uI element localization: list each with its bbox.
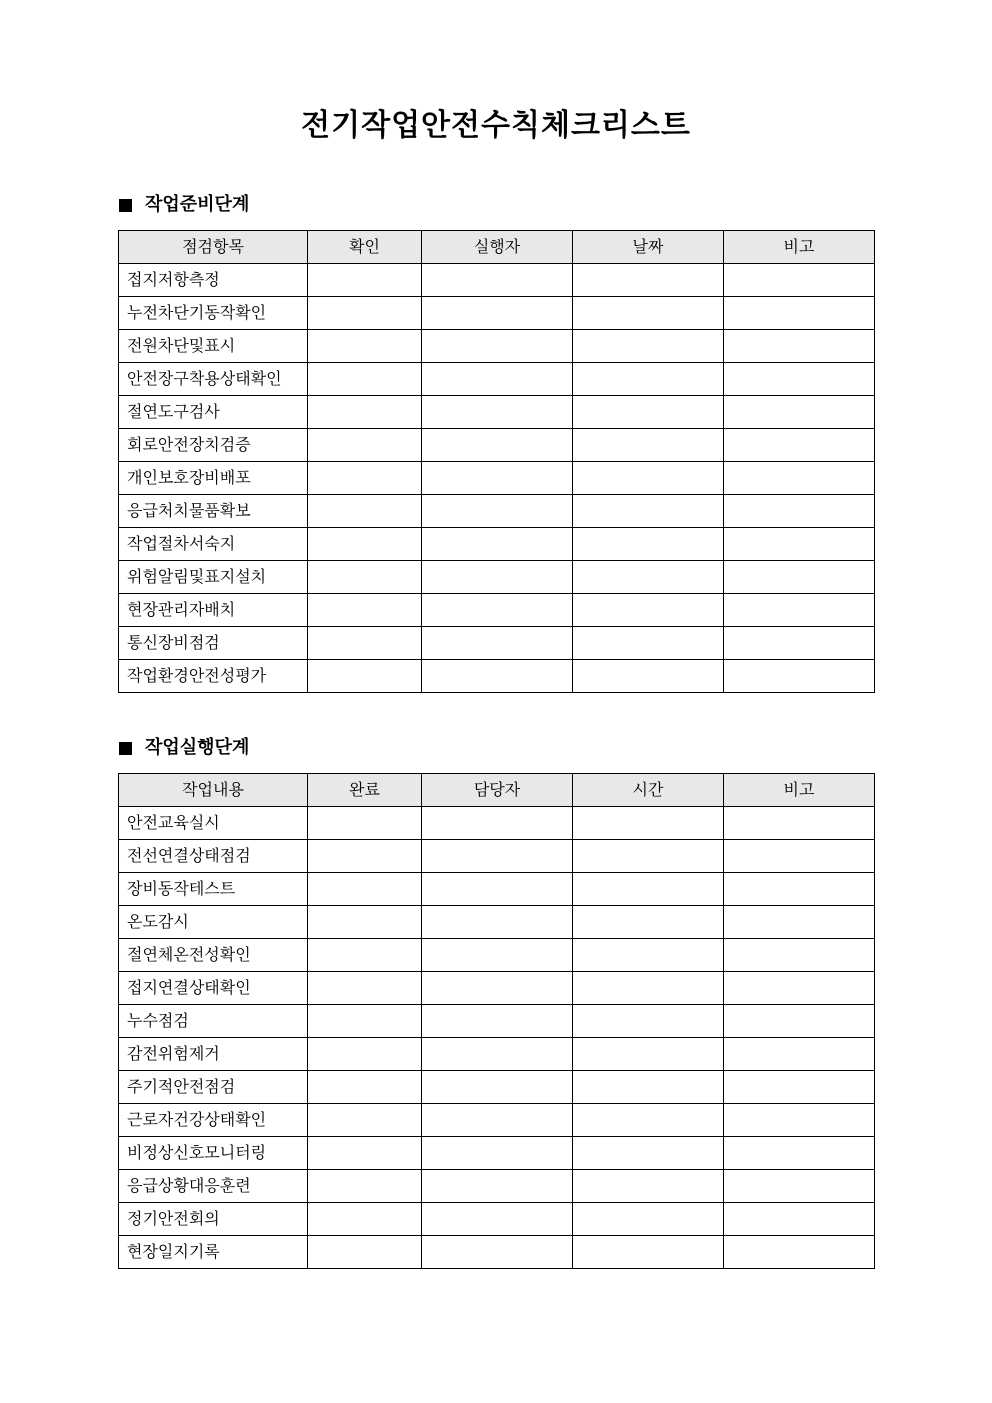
remarks-cell[interactable] [724,972,875,1005]
table-row [119,1170,875,1203]
item-label: 근로자건강상태확인 [119,1104,308,1137]
executor-cell[interactable] [422,462,573,495]
executor-cell[interactable] [422,594,573,627]
confirm-cell[interactable] [308,660,422,693]
assignee-cell[interactable] [422,906,573,939]
remarks-cell[interactable] [724,660,875,693]
remarks-cell[interactable] [724,1170,875,1203]
document-title: 전기작업안전수칙체크리스트 [301,108,691,143]
table-row [119,297,875,330]
remarks-cell[interactable] [724,264,875,297]
remarks-cell[interactable] [724,594,875,627]
executor-cell[interactable] [422,429,573,462]
confirm-cell[interactable] [308,297,422,330]
table-row [119,1104,875,1137]
column-header-date: 날짜 [573,231,724,264]
executor-cell[interactable] [422,396,573,429]
remarks-cell[interactable] [724,939,875,972]
item-label: 통신장비점검 [119,627,308,660]
item-label: 작업환경안전성평가 [119,660,308,693]
table-row [119,429,875,462]
date-cell[interactable] [573,561,724,594]
assignee-cell[interactable] [422,1137,573,1170]
table-row [119,1236,875,1269]
time-cell[interactable] [573,906,724,939]
complete-cell[interactable] [308,840,422,873]
time-cell[interactable] [573,1137,724,1170]
date-cell[interactable] [573,264,724,297]
complete-cell[interactable] [308,1104,422,1137]
date-cell[interactable] [573,330,724,363]
confirm-cell[interactable] [308,330,422,363]
complete-cell[interactable] [308,1137,422,1170]
remarks-cell[interactable] [724,363,875,396]
complete-cell[interactable] [308,1005,422,1038]
date-cell[interactable] [573,627,724,660]
executor-cell[interactable] [422,297,573,330]
remarks-cell[interactable] [724,1137,875,1170]
table-row [119,495,875,528]
remarks-cell[interactable] [724,1104,875,1137]
table-row [119,939,875,972]
remarks-cell[interactable] [724,1203,875,1236]
assignee-cell[interactable] [422,972,573,1005]
table-row [119,660,875,693]
item-label: 온도감시 [119,906,308,939]
time-cell[interactable] [573,1038,724,1071]
item-label: 접지저항측정 [119,264,308,297]
column-header-assignee: 담당자 [422,774,573,807]
confirm-cell[interactable] [308,594,422,627]
table-row [119,840,875,873]
column-header-item: 점검항목 [119,231,308,264]
remarks-cell[interactable] [724,330,875,363]
assignee-cell[interactable] [422,1170,573,1203]
item-label: 응급상황대응훈련 [119,1170,308,1203]
assignee-cell[interactable] [422,840,573,873]
complete-cell[interactable] [308,972,422,1005]
item-label: 장비동작테스트 [119,873,308,906]
table-row [119,627,875,660]
table-row [119,1071,875,1104]
confirm-cell[interactable] [308,264,422,297]
executor-cell[interactable] [422,627,573,660]
complete-cell[interactable] [308,873,422,906]
table-row [119,561,875,594]
item-label: 접지연결상태확인 [119,972,308,1005]
remarks-cell[interactable] [724,462,875,495]
assignee-cell[interactable] [422,873,573,906]
remarks-cell[interactable] [724,495,875,528]
table-header-row [119,774,875,807]
remarks-cell[interactable] [724,1236,875,1269]
item-label: 누수점검 [119,1005,308,1038]
executor-cell[interactable] [422,330,573,363]
assignee-cell[interactable] [422,807,573,840]
complete-cell[interactable] [308,1071,422,1104]
table-row [119,873,875,906]
executor-cell[interactable] [422,528,573,561]
confirm-cell[interactable] [308,462,422,495]
table-row [119,330,875,363]
remarks-cell[interactable] [724,627,875,660]
remarks-cell[interactable] [724,807,875,840]
item-label: 안전장구착용상태확인 [119,363,308,396]
column-header-confirm: 확인 [308,231,422,264]
executor-cell[interactable] [422,264,573,297]
table-row [119,972,875,1005]
complete-cell[interactable] [308,1038,422,1071]
assignee-cell[interactable] [422,1236,573,1269]
table-row [119,1137,875,1170]
column-header-time: 시간 [573,774,724,807]
section-heading-preparation [119,192,249,218]
time-cell[interactable] [573,1170,724,1203]
item-label: 절연체온전성확인 [119,939,308,972]
table-row [119,906,875,939]
executor-cell[interactable] [422,363,573,396]
item-label: 전선연결상태점검 [119,840,308,873]
remarks-cell[interactable] [724,873,875,906]
assignee-cell[interactable] [422,939,573,972]
date-cell[interactable] [573,462,724,495]
item-label: 감전위험제거 [119,1038,308,1071]
complete-cell[interactable] [308,1170,422,1203]
remarks-cell[interactable] [724,297,875,330]
table-row [119,807,875,840]
item-label: 전원차단및표시 [119,330,308,363]
square-bullet-icon [119,199,132,212]
time-cell[interactable] [573,1203,724,1236]
item-label: 누전차단기동작확인 [119,297,308,330]
item-label: 안전교육실시 [119,807,308,840]
complete-cell[interactable] [308,1236,422,1269]
square-bullet-icon [119,742,132,755]
executor-cell[interactable] [422,495,573,528]
executor-cell[interactable] [422,561,573,594]
assignee-cell[interactable] [422,1038,573,1071]
column-header-task: 작업내용 [119,774,308,807]
assignee-cell[interactable] [422,1203,573,1236]
item-label: 주기적안전점검 [119,1071,308,1104]
item-label: 회로안전장치검증 [119,429,308,462]
item-label: 현장관리자배치 [119,594,308,627]
time-cell[interactable] [573,1104,724,1137]
complete-cell[interactable] [308,807,422,840]
remarks-cell[interactable] [724,840,875,873]
confirm-cell[interactable] [308,363,422,396]
time-cell[interactable] [573,807,724,840]
remarks-cell[interactable] [724,906,875,939]
confirm-cell[interactable] [308,561,422,594]
time-cell[interactable] [573,972,724,1005]
remarks-cell[interactable] [724,429,875,462]
date-cell[interactable] [573,429,724,462]
executor-cell[interactable] [422,660,573,693]
item-label: 절연도구검사 [119,396,308,429]
complete-cell[interactable] [308,939,422,972]
confirm-cell[interactable] [308,528,422,561]
remarks-cell[interactable] [724,561,875,594]
date-cell[interactable] [573,660,724,693]
time-cell[interactable] [573,1236,724,1269]
table-row [119,528,875,561]
item-label: 개인보호장비배포 [119,462,308,495]
time-cell[interactable] [573,840,724,873]
table-row [119,462,875,495]
date-cell[interactable] [573,297,724,330]
item-label: 위험알림및표지설치 [119,561,308,594]
remarks-cell[interactable] [724,1005,875,1038]
section-heading-label: 작업준비단계 [145,194,250,215]
remarks-cell[interactable] [724,396,875,429]
date-cell[interactable] [573,528,724,561]
date-cell[interactable] [573,495,724,528]
complete-cell[interactable] [308,906,422,939]
item-label: 비정상신호모니터링 [119,1137,308,1170]
remarks-cell[interactable] [724,1038,875,1071]
table-header-row [119,231,875,264]
item-label: 응급처치물품확보 [119,495,308,528]
table-row [119,264,875,297]
remarks-cell[interactable] [724,528,875,561]
table-row [119,396,875,429]
confirm-cell[interactable] [308,627,422,660]
complete-cell[interactable] [308,1203,422,1236]
column-header-complete: 완료 [308,774,422,807]
table-row [119,1203,875,1236]
confirm-cell[interactable] [308,495,422,528]
time-cell[interactable] [573,873,724,906]
assignee-cell[interactable] [422,1005,573,1038]
item-label: 정기안전회의 [119,1203,308,1236]
remarks-cell[interactable] [724,1071,875,1104]
time-cell[interactable] [573,1005,724,1038]
preparation-checklist-table [118,230,875,693]
assignee-cell[interactable] [422,1104,573,1137]
assignee-cell[interactable] [422,1071,573,1104]
time-cell[interactable] [573,1071,724,1104]
table-row [119,594,875,627]
item-label: 작업절차서숙지 [119,528,308,561]
item-label: 현장일지기록 [119,1236,308,1269]
table-row [119,1005,875,1038]
confirm-cell[interactable] [308,396,422,429]
date-cell[interactable] [573,594,724,627]
column-header-remarks: 비고 [724,231,875,264]
column-header-executor: 실행자 [422,231,573,264]
time-cell[interactable] [573,939,724,972]
section-heading-execution [119,735,249,761]
section-heading-label: 작업실행단계 [145,737,250,758]
column-header-remarks: 비고 [724,774,875,807]
table-row [119,363,875,396]
confirm-cell[interactable] [308,429,422,462]
table-row [119,1038,875,1071]
date-cell[interactable] [573,363,724,396]
date-cell[interactable] [573,396,724,429]
execution-checklist-table [118,773,875,1269]
